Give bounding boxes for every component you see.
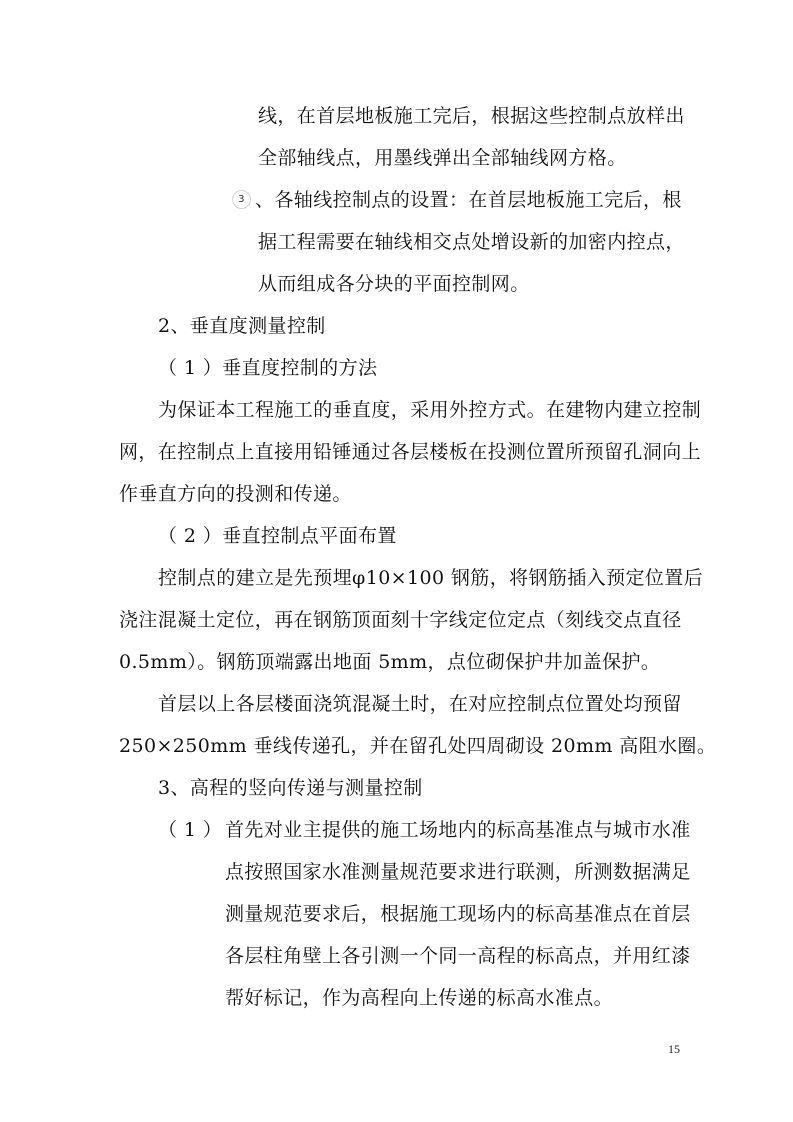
text-line: 从而组成各分块的平面控制网。 bbox=[258, 273, 530, 295]
list-item-3 bbox=[232, 188, 682, 212]
page-number: 15 bbox=[668, 1042, 680, 1056]
list-item-number: （ 1 ） bbox=[158, 819, 223, 841]
circled-number-3: 3 bbox=[232, 190, 251, 209]
paragraph-line: 250×250mm 垂线传递孔，并在留孔处四周砌设 20mm 高阻水圈。 bbox=[119, 735, 717, 757]
paragraph-line: 浇注混凝土定位，再在钢筋顶面刻十字线定位定点（刻线交点直径 bbox=[119, 609, 682, 631]
list-item-text: 点按照国家水准测量规范要求进行联测，所测数据满足 bbox=[225, 861, 691, 883]
list-item-text: 、各轴线控制点的设置：在首层地板施工完后，根 bbox=[255, 189, 682, 211]
list-item-text: 首先对业主提供的施工场地内的标高基准点与城市水准 bbox=[225, 819, 691, 841]
paragraph-line: 为保证本工程施工的垂直度，采用外控方式。在建物内建立控制 bbox=[158, 399, 702, 421]
text-line: 据工程需要在轴线相交点处增设新的加密内控点， bbox=[258, 231, 685, 253]
text-line: 线，在首层地板施工完后，根据这些控制点放样出 bbox=[258, 105, 685, 127]
list-item-text: 各层柱角壁上各引测一个同一高程的标高点，并用红漆 bbox=[225, 945, 691, 967]
paragraph-line: 0.5mm）。钢筋顶端露出地面 5mm，点位砌保护井加盖保护。 bbox=[119, 651, 661, 673]
paragraph-line: 作垂直方向的投测和传递。 bbox=[119, 483, 352, 505]
section-heading: 3、高程的竖向传递与测量控制 bbox=[158, 777, 423, 799]
list-item-text: 帮好标记，作为高程向上传递的标高水准点。 bbox=[225, 987, 614, 1009]
section-heading: 2、垂直度测量控制 bbox=[158, 315, 326, 337]
subsection-heading: （ 2 ）垂直控制点平面布置 bbox=[158, 525, 397, 547]
list-item-text: 测量规范要求后，根据施工现场内的标高基准点在首层 bbox=[225, 903, 691, 925]
subsection-heading: （ 1 ）垂直度控制的方法 bbox=[158, 357, 378, 379]
text-line: 全部轴线点，用墨线弹出全部轴线网方格。 bbox=[258, 147, 627, 169]
paragraph-line: 控制点的建立是先预埋φ10×100 钢筋，将钢筋插入预定位置后 bbox=[158, 567, 704, 589]
paragraph-line: 网，在控制点上直接用铅锤通过各层楼板在投测位置所预留孔洞向上 bbox=[119, 441, 702, 463]
paragraph-line: 首层以上各层楼面浇筑混凝土时，在对应控制点位置处均预留 bbox=[158, 693, 682, 715]
